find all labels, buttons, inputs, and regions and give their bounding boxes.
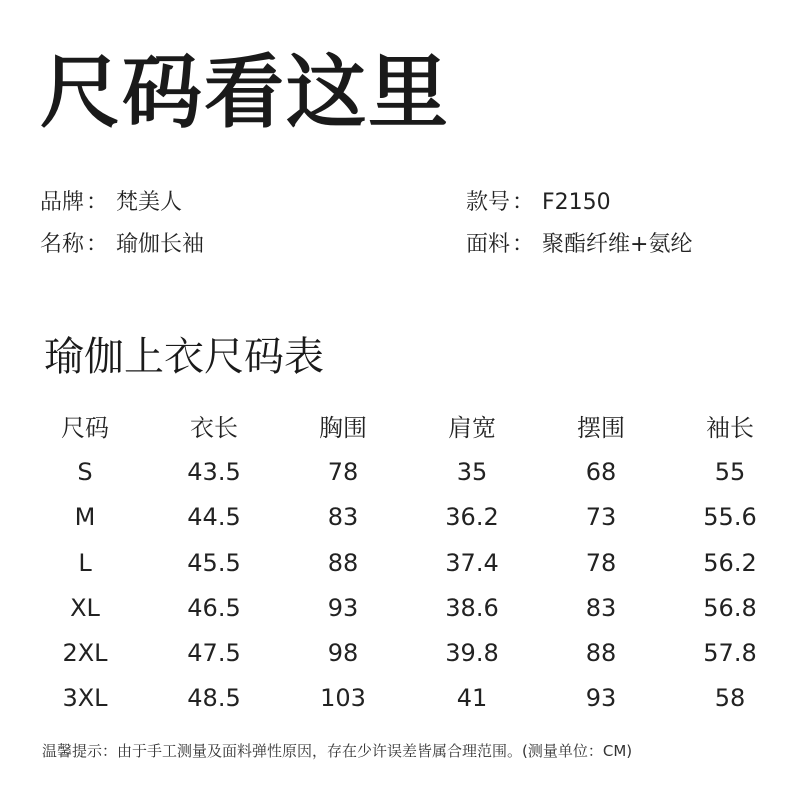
table-cell: 2XL bbox=[62, 639, 108, 667]
brand-label: 品牌 bbox=[40, 190, 85, 215]
table-cell: M bbox=[74, 503, 96, 531]
table-cell: 39.8 bbox=[445, 639, 499, 667]
table-cell: 93 bbox=[327, 594, 359, 622]
fabric-info bbox=[466, 230, 692, 260]
fabric-value: 聚酯纤维+氨纶 bbox=[542, 232, 693, 257]
product-name-label: 名称 bbox=[40, 232, 85, 257]
table-cell: 38.6 bbox=[445, 594, 499, 622]
table-cell: 56.8 bbox=[703, 594, 757, 622]
table-cell: 73 bbox=[585, 503, 617, 531]
column-header-hem: 摆围 bbox=[577, 414, 625, 442]
measurement-footnote: 温馨提示：由于手工测量及面料弹性原因，存在少许误差皆属合理范围。(测量单位：CM) bbox=[42, 742, 633, 760]
brand-info bbox=[40, 188, 182, 218]
table-cell: 43.5 bbox=[187, 458, 241, 486]
style-number-separator: ： bbox=[512, 190, 535, 215]
table-cell: 83 bbox=[327, 503, 359, 531]
product-name-value: 瑜伽长袖 bbox=[116, 232, 205, 257]
product-name-info bbox=[40, 230, 204, 260]
style-number-label: 款号 bbox=[466, 190, 511, 215]
table-cell: L bbox=[78, 549, 92, 577]
table-cell: 41 bbox=[456, 684, 488, 712]
table-cell: 56.2 bbox=[703, 549, 757, 577]
table-cell: 78 bbox=[585, 549, 617, 577]
table-cell: 93 bbox=[585, 684, 617, 712]
table-cell: 35 bbox=[456, 458, 488, 486]
table-cell: 68 bbox=[585, 458, 617, 486]
column-header-size: 尺码 bbox=[61, 414, 109, 442]
table-cell: 88 bbox=[327, 549, 359, 577]
column-header-sleeve: 袖长 bbox=[706, 414, 754, 442]
style-number-info bbox=[466, 188, 611, 218]
style-number-value: F2150 bbox=[542, 190, 611, 215]
table-cell: 48.5 bbox=[187, 684, 241, 712]
table-cell: 83 bbox=[585, 594, 617, 622]
table-cell: 36.2 bbox=[445, 503, 499, 531]
page-title: 尺码看这里 bbox=[40, 46, 450, 139]
table-cell: 78 bbox=[327, 458, 359, 486]
table-cell: 55 bbox=[714, 458, 746, 486]
fabric-label: 面料 bbox=[466, 232, 511, 257]
table-cell: 88 bbox=[585, 639, 617, 667]
brand-separator: ： bbox=[86, 190, 109, 215]
table-cell: 44.5 bbox=[187, 503, 241, 531]
table-cell: 57.8 bbox=[703, 639, 757, 667]
table-cell: XL bbox=[70, 594, 100, 622]
table-cell: 46.5 bbox=[187, 594, 241, 622]
table-cell: S bbox=[77, 458, 93, 486]
brand-value: 梵美人 bbox=[116, 190, 183, 215]
column-header-length: 衣长 bbox=[190, 414, 238, 442]
column-header-chest: 胸围 bbox=[319, 414, 367, 442]
table-cell: 98 bbox=[327, 639, 359, 667]
table-cell: 45.5 bbox=[187, 549, 241, 577]
table-cell: 55.6 bbox=[703, 503, 757, 531]
table-cell: 37.4 bbox=[445, 549, 499, 577]
table-cell: 103 bbox=[320, 684, 366, 712]
table-cell: 58 bbox=[714, 684, 746, 712]
column-header-shoulder: 肩宽 bbox=[448, 414, 496, 442]
fabric-separator: ： bbox=[512, 232, 535, 257]
size-chart-title: 瑜伽上衣尺码表 bbox=[44, 334, 324, 380]
table-cell: 3XL bbox=[62, 684, 108, 712]
product-name-separator: ： bbox=[86, 232, 109, 257]
table-cell: 47.5 bbox=[187, 639, 241, 667]
